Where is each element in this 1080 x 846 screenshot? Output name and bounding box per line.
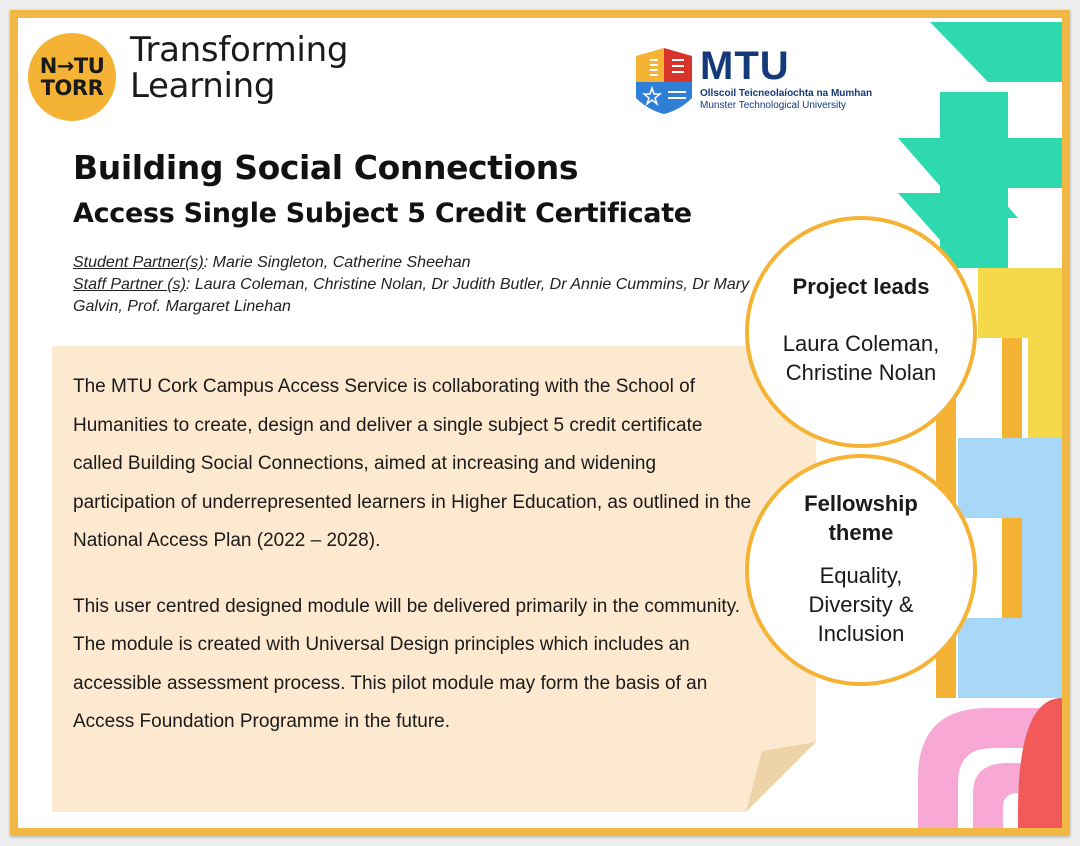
yellow-block-2 — [1028, 338, 1062, 438]
fellowship-theme-line3: Inclusion — [817, 620, 905, 646]
poster-frame — [10, 10, 1070, 836]
staff-partners-names: : Laura Coleman, Christine Nolan, Dr Judith Butler, Dr Annie Cummins, Dr Mary Galvin, Prof. Margaret Linehan — [73, 276, 750, 315]
fellowship-theme-line2: Diversity & — [808, 591, 914, 617]
fellowship-heading-line2: theme — [828, 519, 894, 545]
staff-partners-line — [73, 274, 753, 318]
partners-block — [73, 252, 753, 318]
yellow-block — [978, 268, 1062, 338]
ntu-logo-line2: TORR — [40, 76, 104, 100]
blue-block-3 — [958, 618, 1062, 698]
project-leads-circle — [745, 216, 977, 448]
mtu-logo-text: MTU — [700, 44, 790, 88]
ntu-logo-line1: N→TU — [39, 54, 105, 78]
transforming-learning-wordmark — [130, 32, 348, 104]
description-paragraph-1: The MTU Cork Campus Access Service is collaborating with the School of Humanities to create, design and deliver a single subject 5 credit certificate called Building Social Connections, aimed at increasing and widening participation of underrepresented learners in Higher Education, as outlined in the National Access Plan (2022 – 2028). — [73, 376, 752, 551]
description-text — [73, 368, 753, 769]
mtu-subtitle-english: Munster Technological University — [700, 100, 846, 111]
fellowship-theme-circle — [745, 454, 977, 686]
student-partners-label: Student Partner(s) — [73, 254, 204, 271]
staff-partners-label: Staff Partner (s) — [73, 276, 186, 293]
project-leads-heading: Project leads — [792, 273, 930, 299]
brand-line1: Transforming — [130, 30, 349, 70]
poster — [18, 18, 1062, 828]
fellowship-theme-heading — [804, 489, 918, 547]
ntu-torr-logo — [28, 33, 116, 121]
mtu-wordmark — [700, 44, 872, 112]
project-leads-name-1: Laura Coleman, — [782, 330, 940, 356]
brand-line2: Learning — [130, 66, 276, 106]
project-leads-name-2: Christine Nolan — [785, 359, 937, 385]
description-paragraph-2: This user centred designed module will be delivered primarily in the community. The module is created with Universal Design principles which includes an accessible assessment process. This pilot module may form the basis of an Access Foundation Programme in the future. — [73, 595, 741, 732]
student-partners-line — [73, 252, 753, 274]
fellowship-heading-line1: Fellowship — [804, 490, 918, 516]
blue-block-1 — [958, 438, 1062, 518]
page-title: Building Social Connections — [73, 148, 579, 187]
blue-block-2 — [1022, 518, 1062, 618]
student-partners-names: : Marie Singleton, Catherine Sheehan — [203, 254, 471, 271]
mtu-subtitle-irish: Ollscoil Teicneolaíochta na Mumhan — [700, 88, 873, 99]
page-subtitle: Access Single Subject 5 Credit Certificate — [73, 198, 692, 229]
fellowship-theme-line1: Equality, — [819, 562, 903, 588]
teal-shape-top — [930, 22, 1062, 82]
